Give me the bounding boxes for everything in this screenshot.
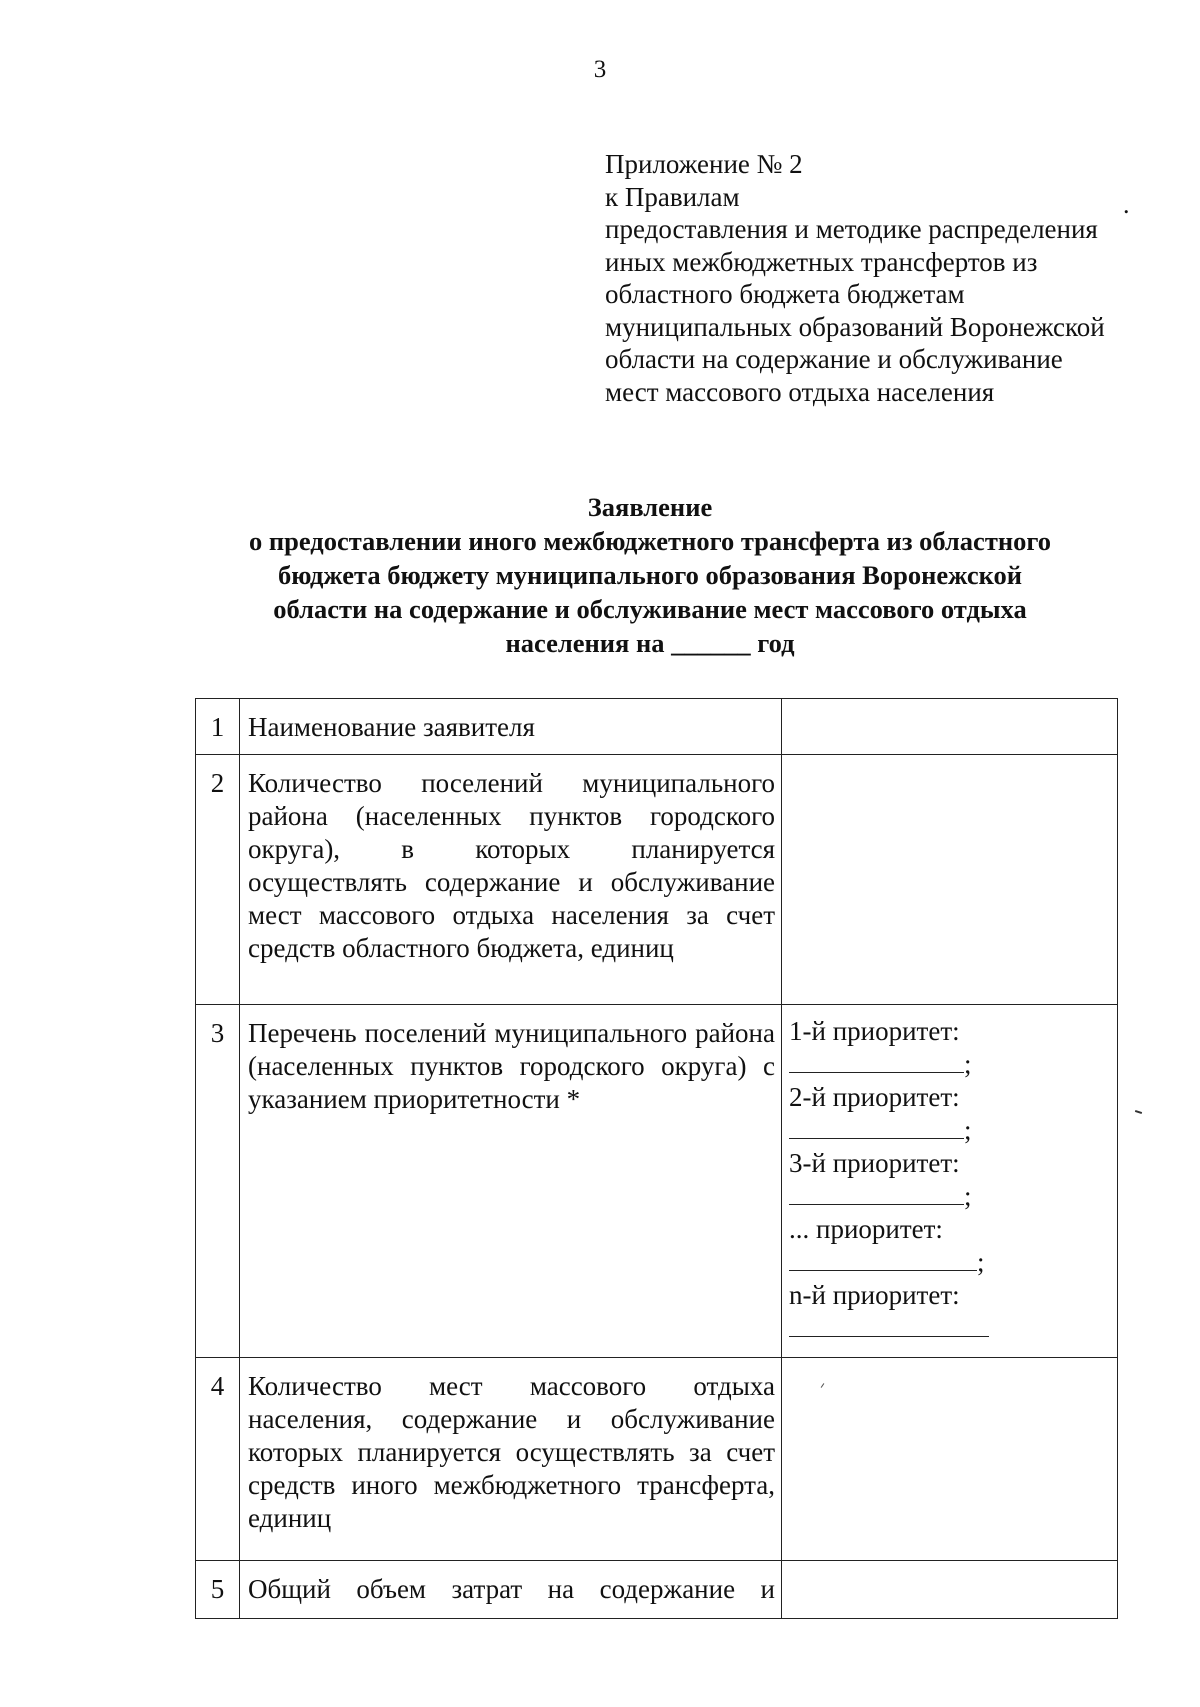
priority-label: 2-й приоритет: xyxy=(789,1082,960,1112)
blank-line xyxy=(789,1114,964,1139)
priority-separator: ; xyxy=(964,1049,972,1079)
table-row xyxy=(196,699,1118,755)
annex-line: муниципальных образований Воронежской xyxy=(605,311,1105,342)
priority-blank xyxy=(789,1312,1111,1345)
priority-label: ... приоритет: xyxy=(789,1214,943,1244)
priority-separator: ; xyxy=(964,1115,972,1145)
annex-line: иных межбюджетных трансфертов из xyxy=(605,246,1038,277)
priority-blank xyxy=(789,1180,1111,1213)
priority-list xyxy=(782,1005,1118,1358)
title-line: Заявление xyxy=(587,492,713,522)
row-number: 1 xyxy=(196,699,240,755)
row-value xyxy=(782,1358,1118,1561)
row-description: Общий объем затрат на содержание и xyxy=(240,1561,782,1619)
row-number: 2 xyxy=(196,755,240,1005)
blank-line xyxy=(789,1048,964,1073)
row-description: Наименование заявителя xyxy=(240,699,782,755)
priority-separator: ; xyxy=(977,1247,985,1277)
title-line: бюджета бюджету муниципального образования Воронежской xyxy=(277,560,1023,590)
blank-line xyxy=(789,1246,977,1271)
annex-line: предоставления и методике распределения xyxy=(605,214,1098,244)
page-number: 3 xyxy=(593,56,607,83)
row-value xyxy=(782,1561,1118,1619)
blank-line xyxy=(789,1180,964,1205)
priority-separator: ; xyxy=(964,1181,972,1211)
application-form-table xyxy=(195,698,1118,1619)
row-value xyxy=(782,699,1118,755)
row-number: 5 xyxy=(196,1561,240,1619)
row-number: 4 xyxy=(196,1358,240,1561)
title-line: области на содержание и обслуживание мест массового отдыха xyxy=(273,594,1027,624)
table-row xyxy=(196,1561,1118,1619)
scan-speck: . xyxy=(1123,190,1130,219)
document-title xyxy=(150,490,1150,660)
annex-line: Приложение № 2 xyxy=(605,149,803,179)
table-row xyxy=(196,1358,1118,1561)
table-row xyxy=(196,1005,1118,1358)
title-line: о предоставлении иного межбюджетного трансферта из областного xyxy=(249,526,1051,556)
annex-line: областного бюджета бюджетам xyxy=(605,279,965,309)
priority-label: 3-й приоритет: xyxy=(789,1148,960,1178)
blank-line xyxy=(789,1312,989,1337)
priority-blank xyxy=(789,1114,1111,1147)
row-number: 3 xyxy=(196,1005,240,1358)
annex-line: к Правилам xyxy=(605,181,740,212)
priority-blank xyxy=(789,1048,1111,1081)
scan-speck xyxy=(1135,1110,1142,1114)
row-value xyxy=(782,755,1118,1005)
row-description: Количество поселений муниципального района (населенных пунктов городского округа), в которых планируется осуществлять содержание и обслуживание мест массового отдыха населения за счет средств областного бюджета, единиц xyxy=(240,755,782,1005)
annex-line: мест массового отдыха населения xyxy=(605,376,995,407)
priority-label: n-й приоритет: xyxy=(789,1280,960,1310)
row-description: Количество мест массового отдыха населения, содержание и обслуживание которых планируется осуществлять за счет средств иного межбюджетного трансферта, единиц xyxy=(240,1358,782,1561)
title-line: населения на ______ год xyxy=(505,628,795,658)
annex-header xyxy=(605,148,1165,408)
row-description: Перечень поселений муниципального района (населенных пунктов городского округа) с указанием приоритетности * xyxy=(240,1005,782,1358)
table-row xyxy=(196,755,1118,1005)
priority-blank xyxy=(789,1246,1111,1279)
priority-label: 1-й приоритет: xyxy=(789,1016,960,1046)
annex-line: области на содержание и обслуживание xyxy=(605,344,1063,374)
